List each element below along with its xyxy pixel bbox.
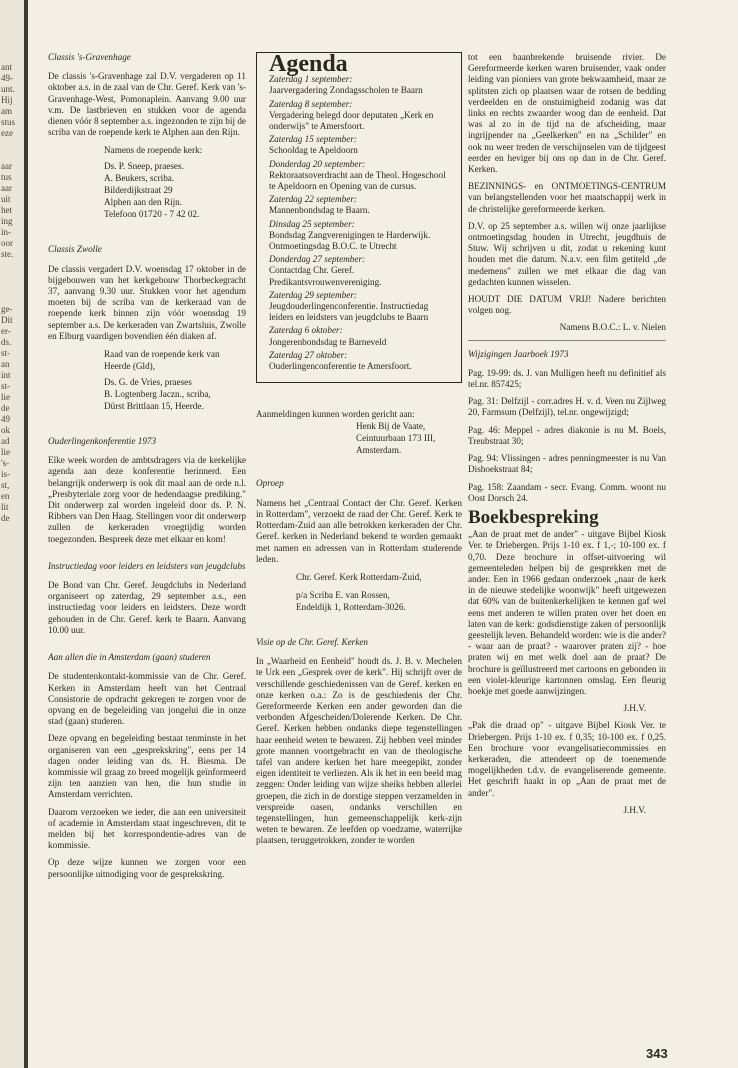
- agenda-item: [269, 194, 451, 216]
- signature-block: Raad van de roepende kerk van Heerde (Gld), Ds. G. de Vries, praeses B. Logtenberg Jaczn., scriba, Dürst Brittlaan 15, Heerde.: [104, 349, 220, 412]
- agenda-item: [269, 290, 451, 324]
- facing-page-fragment: st,: [1, 480, 10, 490]
- heading-wijzigingen: Wijzigingen Jaarboek 1973: [468, 348, 569, 359]
- facing-page-fragment: ad: [1, 436, 10, 446]
- facing-page-edge: [0, 0, 28, 1068]
- facing-page-fragment: in-: [1, 227, 11, 237]
- facing-page-fragment: uit: [1, 194, 11, 204]
- list-item: Pag. 46: Meppel - adres diakonie is nu M. Boels, Treubstraat 30;: [468, 424, 666, 446]
- facing-page-fragment: am: [1, 106, 12, 116]
- facing-page-fragment: st-: [1, 348, 10, 358]
- facing-page-fragment: lie: [1, 392, 10, 402]
- signature-block: Namens de roepende kerk: Ds. P. Sneep, praeses. A. Beukers, scriba. Bilderdijkstraat 29 Alphen aan den Rijn. Telefoon 01720 - 7 42 02.: [104, 145, 203, 220]
- facing-page-fragment: de: [1, 513, 10, 523]
- paragraph: Elke week worden de ambtsdragers via de kerkelijke agenda aan deze konferentie herinnerd. Een belangrijk onderwerp is ook dit maal aan de orde n.l. „Presbyteriale zorg voor de hedendaagse prediking." Dit onderwerp zal worden ingeleid door ds. P. N. Ribbers van Den Haag. Stellingen voor dit onderwerp zullen de kerkeraden vroegtijdig worden toegezonden. Bespreek deze met elkaar en kom!: [48, 455, 246, 544]
- facing-page-fragment: lit: [1, 502, 9, 512]
- agenda-item: [269, 159, 451, 193]
- heading-amsterdam-studeren: Aan allen die in Amsterdam (gaan) studeren: [48, 652, 211, 663]
- address-block: Henk Bij de Vaate, Ceintuurbaan 173 III, Amsterdam.: [356, 421, 436, 456]
- facing-page-fragment: is-: [1, 469, 10, 479]
- facing-page-fragment: ok: [1, 425, 10, 435]
- agenda-date: Zaterdag 27 oktober:: [269, 349, 348, 360]
- facing-page-fragment: er-: [1, 326, 11, 336]
- agenda-item: [269, 134, 451, 156]
- paragraph: HOUDT DIE DATUM VRIJ! Nadere berichten volgen nog.: [468, 294, 666, 316]
- facing-page-fragment: ge-: [1, 304, 13, 314]
- column-middle: [256, 52, 462, 853]
- heading-classis-zwolle: Classis Zwolle: [48, 244, 102, 255]
- agenda-text: Vergadering belegd door deputaten „Kerk en onderwijs" te Amersfoort.: [269, 109, 434, 132]
- agenda-text: Jaarvergadering Zondagsscholen te Baarn: [269, 85, 423, 96]
- agenda-item: [269, 99, 451, 133]
- agenda-text: Jongerenbondsdag te Barneveld: [269, 336, 387, 347]
- paragraph: De classis 's-Gravenhage zal D.V. vergaderen op 11 oktober a.s. in de zaal van de Chr. Geref. Kerk van 's-Gravenhage-West, Pomonaplein. Aanvang 9.00 uur v.m. De lastbrieven en stukken voor de agenda dienen vóór 8 september a.s. ingezonden te zijn bij de scriba van de roepende kerk te Alphen aan den Rijn.: [48, 71, 246, 138]
- facing-page-fragment: ds.: [1, 337, 12, 347]
- agenda-text: Bondsdag Zangverenigingen te Harderwijk. Ontmoetingsdag B.O.C. te Utrecht: [269, 229, 431, 252]
- binding-shadow: [24, 0, 28, 1068]
- facing-page-fragment: oor: [1, 238, 13, 248]
- agenda-item: [269, 254, 451, 288]
- paragraph: „Pak die draad op" - uitgave Bijbel Kiosk Ver. te Driebergen. Prijs 1-10 ex. f 0,35; 10-100 ex. f 0,25. Een brochure voor evangelisatiecommissies en kerkeraden, die attendeert op de toenemende mogelijkheden t.d.v. de evangeliserende gemeente. Het geschrift haakt in op „Aan de praat met de ander".: [468, 720, 666, 798]
- agenda-text: Mannenbondsdag te Baarn.: [269, 205, 370, 216]
- agenda-item: [269, 74, 451, 96]
- paragraph: De classis vergadert D.V. woensdag 17 oktober in de bijgebouwen van het kerkgebouw Thorbeckegracht 37, aanvang 9.30 uur. Stukken voor het agendum moeten bij de scriba van de kerkeraad van de roepende kerk binnen zijn vóór woensdag 19 september a.s. De kerkeraden van Zwartsluis, Zwolle en Elburg vaardigen bovendien één diaken af.: [48, 263, 246, 341]
- paragraph: D.V. op 25 september a.s. willen wij onze jaarlijkse ontmoetingsdag houden in Utrecht, jeugdhuis de Stuw. Wij schrijven u dit, zodat u rekening kunt houden met die datum. N.a.v. een film getiteld „de medemens" zullen we met elkaar die dag van gedachten kunnen wisselen.: [468, 220, 666, 287]
- signature: Namens B.O.C.: L. v. Nielen: [559, 322, 666, 333]
- heading-visie: Visie op de Chr. Geref. Kerken: [256, 636, 369, 647]
- agenda-date: Zaterdag 29 september:: [269, 289, 357, 300]
- heading-oproep: Oproep: [256, 478, 284, 489]
- agenda-date: Dinsdag 25 september:: [269, 218, 355, 229]
- facing-page-fragment: de: [1, 403, 10, 413]
- facing-page-fragment: ste.: [1, 249, 14, 259]
- agenda-date: Zaterdag 1 september:: [269, 74, 353, 85]
- paragraph: De Bond van Chr. Geref. Jeugdclubs in Nederland organiseert op zaterdag, 29 september a.s., een instructiedag voor leiders en leidsters. Deze wordt gehouden in de Chr. Geref. kerk te Baarn. Aanvang 10.00 uur.: [48, 580, 246, 635]
- agenda-date: Donderdag 20 september:: [269, 158, 366, 169]
- signature: J.H.V.: [623, 804, 646, 815]
- paragraph: „Aan de praat met de ander" - uitgave Bijbel Kiosk Ver. te Driebergen. Prijs 1-10 ex. f 1,-; 10-100 ex. f 0,70. Deze brochure in offset-uitvoering wil gemeenteleden helpen bij de gesprekken met de ander. Een in 1966 gedaan onderzoek „naar de kerk in de nieuwe stedelijke woonwijk" heeft uitgewezen dat 60% van de buitenkerkelijken te kennen gaf wel eens met anderen te willen praten over het doen en laten van de kerk: godsdienstige zaken of persoonlijk geestelijk leven. Behandeld worden: wie is die ander? - waar aan de praat? - waarover praten zij? - hoe praten wij en met welk doel aan de praat? De brochure is geïllustreerd met cartoons en gebonden in een violet-kleurige kartonnen omslag. Een fleurig boekje met goede aanwijzingen.: [468, 529, 666, 696]
- agenda-list: [269, 74, 451, 372]
- heading-boekbespreking: Boekbespreking: [468, 506, 599, 528]
- agenda-text: Schooldag te Apeldoorn: [269, 145, 358, 156]
- agenda-title: Agenda: [269, 51, 348, 77]
- aanmeldingen-text: Aanmeldingen kunnen worden gericht aan:: [256, 409, 415, 420]
- facing-page-fragment: 's-: [1, 458, 10, 468]
- paragraph: In „Waarheid en Eenheid" houdt ds. J. B. v. Mechelen te Urk een „Gesprek over de kerk". Hij schrijft over de verschillende geschiedenissen van de Geref. kerken en onze kerken o.a.: Zo is de geschiedenis der Chr. Gereformeerde Kerken een ander geworden dan die verbonden Afgescheiden/Dolerende Kerken. De Chr. Geref. Kerken hebben ondanks diepe tegenstellingen haar eenheid weten te bewaren. Zij hebben veel minder grote mannen voortgebracht en van de theologische tafel van andere kerken het hare meegepikt, zonder eigen identiteit te verliezen. Als ik het in een beeld mag zeggen: Onder leiding van wijze sheiks hebben allerlei groepen, die zich in de dorstige steppen verzamelden in verspreide oasen, ondanks verschillen en tegenstellingen, hun gemeenschappelijk kerk-zijn weten te bewaren. Ze leefden op voedzame, waterrijke plaatsen, teruggetrokken, zonder te worden: [256, 656, 462, 846]
- facing-page-fragment: ing: [1, 216, 13, 226]
- agenda-date: Zaterdag 15 september:: [269, 134, 357, 145]
- paragraph: Daarom verzoeken we ieder, die aan een universiteit of academie in Amsterdam staat ingeschreven, dit te melden bij het korrespondentie-adres van de kommissie.: [48, 806, 246, 851]
- list-item: Pag. 31: Delfzijl - corr.adres H. v. d. Veen nu Zijlweg 20, Farmsum (Delfzijl), tel.nr. ongewijzigd;: [468, 396, 666, 418]
- divider: [468, 340, 666, 341]
- facing-page-fragment: st-: [1, 381, 10, 391]
- agenda-text: Ouderlingenconferentie te Amersfoort.: [269, 361, 412, 372]
- facing-page-fragment: Hij: [1, 95, 13, 105]
- paragraph: tot een baanbrekende bruisende rivier. De Gereformeerde kerken waren bruisender, vaak onder leiding van pioniers van grote bekwaamheid, maar ze splitsten zich op plaatsen waar de rotsen de bedding verdeelden en de onstuimigheid zodanig was dat links en rechts zwaarder woog dan de eenheid. Dat was al zo in de tijd na de afscheiding, maar ingrijpender na „Geelkerken" en na „Schilder" en ook nu weer treden de verschijnselen van de tijdgeest eerder en heviger bij ons op dan in de Chr. Geref. Kerken.: [468, 52, 666, 175]
- agenda-date: Zaterdag 6 oktober:: [269, 325, 343, 336]
- list-item: Pag. 158: Zaandam - secr. Evang. Comm. woont nu Oost Dorsch 24.: [468, 481, 666, 503]
- list-item: Pag. 19-99: ds. J. van Mulligen heeft nu definitief als tel.nr. 857425;: [468, 367, 666, 390]
- facing-page-fragment: aar: [1, 161, 12, 171]
- agenda-text: Jeugdouderlingenconferentie. Instructiedag leiders en leidsters van jeugdclubs te Baarn: [269, 301, 429, 323]
- agenda-text: Rektoraatsoverdracht aan de Theol. Hogeschool te Apeldoorn en Opening van de cursus.: [269, 169, 446, 192]
- facing-page-fragment: Dit: [1, 315, 13, 325]
- column-left: [48, 52, 246, 886]
- signature-block: Chr. Geref. Kerk Rotterdam-Zuid, p/a Scriba E. van Rossen, Endeldijk 1, Rotterdam-3026.: [296, 571, 422, 612]
- agenda-text: Contactdag Chr. Geref. Predikantsvrouwenvereniging.: [269, 265, 382, 287]
- facing-page-fragment: int: [1, 370, 11, 380]
- paragraph: Deze opvang en begeleiding bestaat tenminste in het organiseren van een „gesprekskring", eens per 14 dagen onder leiding van ds. H. Biesma. De kommissie wil graag zo breed mogelijk geïnformeerd zijn ten aanzien van hen, die hun studie in Amsterdam verrichten.: [48, 733, 246, 800]
- facing-page-fragment: an: [1, 359, 10, 369]
- facing-page-fragment: unt.: [1, 84, 15, 94]
- heading-classis-gravenhage: Classis 's-Gravenhage: [48, 52, 131, 62]
- facing-page-fragment: eze: [1, 128, 13, 138]
- facing-page-fragment: aar: [1, 183, 12, 193]
- facing-page-fragment: tus: [1, 172, 12, 182]
- paragraph: BEZINNINGS- en ONTMOETINGS-CENTRUM van belangstellenden voor het maatschappij werk in de christelijke gereformeerde kerken.: [468, 181, 666, 214]
- signature: J.H.V.: [623, 703, 646, 714]
- list-item: Pag. 94: Vlissingen - adres penningmeester is nu Van Dishoekstraat 84;: [468, 453, 666, 475]
- agenda-date: Donderdag 27 september:: [269, 254, 366, 265]
- page-number: 343: [646, 1046, 668, 1061]
- facing-page-fragment: het: [1, 205, 12, 215]
- facing-page-fragment: 49-: [1, 73, 13, 83]
- agenda-date: Zaterdag 8 september:: [269, 98, 353, 109]
- paragraph: Namens het „Centraal Contact der Chr. Geref. Kerken in Rotterdam", verzoekt de raad der Chr. Geref. Kerk te Rotterdam-Zuid aan alle betrokken kerkeraden der Chr. Geref. kerken in Nederland bekend te worden gemaakt met namen en adressen van in Rotterdam studerende leden.: [256, 497, 462, 564]
- paragraph: De studentenkontakt-kommissie van de Chr. Geref. Kerken in Amsterdam heeft van het Centraal Consistorie de opdracht gekregen te zorgen voor de opvang en de begeleiding van jongelui die in onze stad (gaan) studeren.: [48, 671, 246, 727]
- paragraph: Op deze wijze kunnen we zorgen voor een persoonlijke uitnodiging voor de gesprekskring.: [48, 857, 246, 879]
- agenda-item: [269, 219, 451, 253]
- agenda-item: [269, 350, 451, 372]
- facing-page-fragment: stus: [1, 117, 16, 127]
- heading-ouderlingenkonferentie: Ouderlingenkonferentie 1973: [48, 436, 157, 447]
- agenda-date: Zaterdag 22 september:: [269, 194, 357, 205]
- column-right: [468, 52, 666, 822]
- agenda-item: [269, 325, 451, 347]
- facing-page-fragment: en: [1, 491, 10, 501]
- heading-instructiedag: Instructiedag voor leiders en leidsters van jeugdclubs: [48, 560, 246, 571]
- facing-page-fragment: ant: [1, 62, 12, 72]
- facing-page-fragment: 49: [1, 414, 10, 424]
- agenda-box: [256, 52, 462, 383]
- facing-page-fragment: lie: [1, 447, 10, 457]
